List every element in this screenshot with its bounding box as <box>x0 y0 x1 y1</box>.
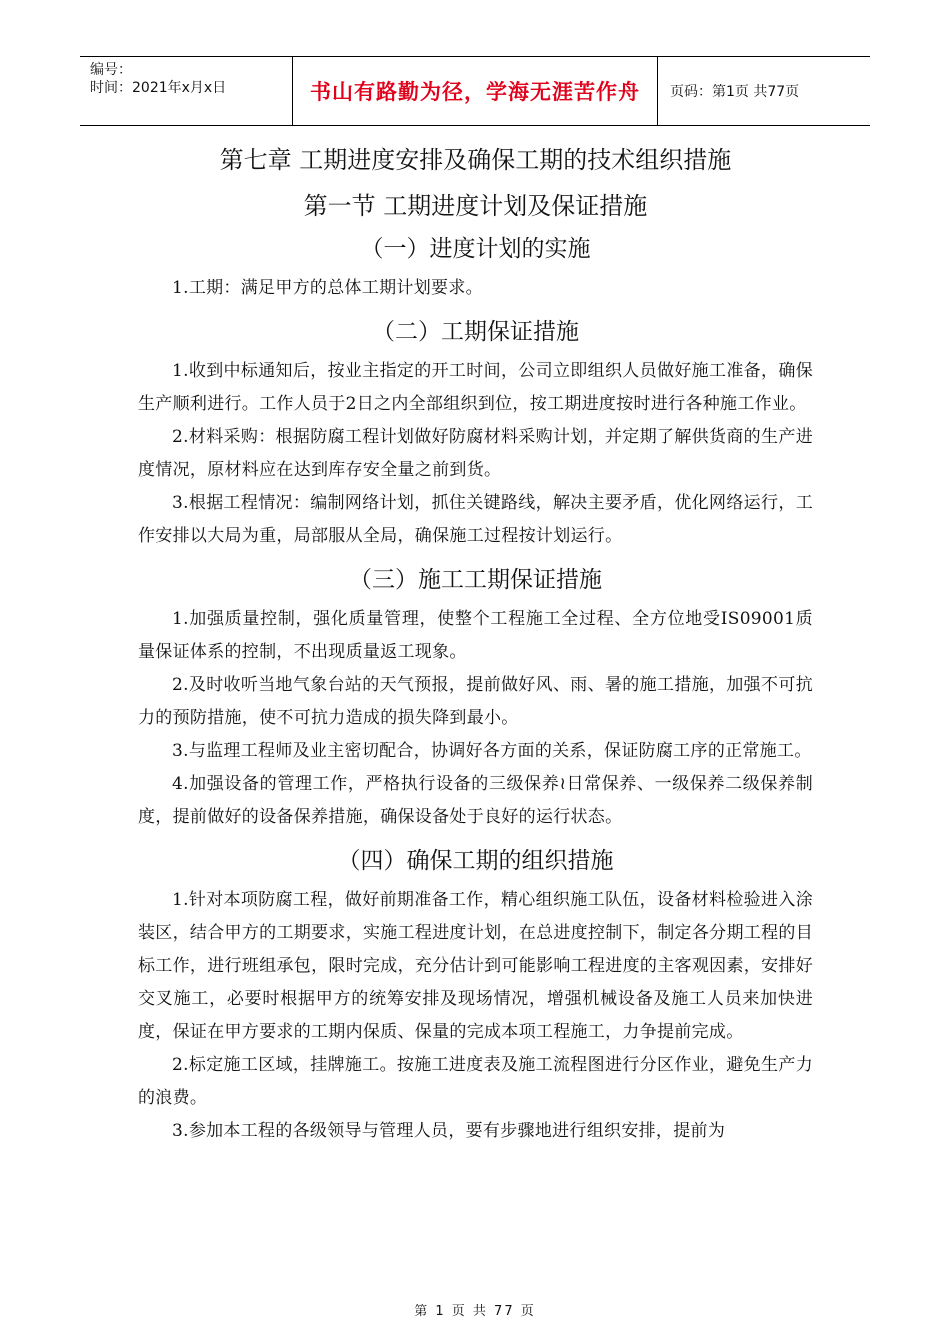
paragraph: 2.材料采购：根据防腐工程计划做好防腐材料采购计划，并定期了解供货商的生产进度情况，原材料应在达到库存安全量之前到货。 <box>138 427 813 480</box>
paragraph: 1.收到中标通知后，按业主指定的开工时间，公司立即组织人员做好施工准备，确保生产顺利进行。工作人员于2日之内全部组织到位，按工期进度按时进行各种施工作业。 <box>138 361 813 414</box>
paragraph: 3.与监理工程师及业主密切配合，协调好各方面的关系，保证防腐工序的正常施工。 <box>172 741 812 761</box>
subsection-heading-4: （四）确保工期的组织措施 <box>337 848 614 874</box>
page-header <box>80 56 870 126</box>
subsection-heading-1: （一）进度计划的实施 <box>360 236 591 262</box>
time-label: 时间：2021年x月x日 <box>90 80 227 96</box>
subsection-heading-2: （二）工期保证措施 <box>372 319 579 345</box>
header-page-label: 页码：第1页 共77页 <box>670 84 800 100</box>
paragraph: 1.加强质量控制，强化质量管理，使整个工程施工全过程、全方位地受IS09001质量保证体系的控制，不出现质量返工现象。 <box>138 609 813 662</box>
header-motto: 书山有路勤为径，学海无涯苦作舟 <box>292 57 658 125</box>
paragraph: 4.加强设备的管理工作，严格执行设备的三级保养≀日常保养、一级保养二级保养制度，提前做好的设备保养措施，确保设备处于良好的运行状态。 <box>138 774 813 827</box>
section-title: 第一节 工期进度计划及保证措施 <box>303 192 648 220</box>
document-body <box>138 140 813 1148</box>
paragraph: 1.针对本项防腐工程，做好前期准备工作，精心组织施工队伍，设备材料检验进入涂装区，结合甲方的工期要求，实施工程进度计划，在总进度控制下，制定各分期工程的目标工作，进行班组承包，限时完成，充分估计到可能影响工程进度的主客观因素，安排好交叉施工，必要时根据甲方的统筹安排及现场情况，增强机械设备及施工人员来加快进度，保证在甲方要求的工期内保质、保量的完成本项工程施工，力争提前完成。 <box>138 890 813 1042</box>
page-footer: 第 1 页 共 77 页 <box>414 1304 536 1319</box>
number-label: 编号： <box>90 62 132 78</box>
paragraph: 1.工期：满足甲方的总体工期计划要求。 <box>172 278 483 298</box>
header-info <box>80 57 292 125</box>
subsection-heading-3: （三）施工工期保证措施 <box>349 567 602 593</box>
paragraph: 2.及时收听当地气象台站的天气预报，提前做好风、雨、暑的施工措施，加强不可抗力的预防措施，使不可抗力造成的损失降到最小。 <box>138 675 813 728</box>
paragraph: 2.标定施工区域，挂牌施工。按施工进度表及施工流程图进行分区作业，避免生产力的浪费。 <box>138 1055 813 1108</box>
paragraph: 3.根据工程情况：编制网络计划，抓住关键路线，解决主要矛盾，优化网络运行，工作安排以大局为重，局部服从全局，确保施工过程按计划运行。 <box>138 493 813 546</box>
paragraph: 3.参加本工程的各级领导与管理人员，要有步骤地进行组织安排，提前为 <box>172 1121 726 1141</box>
chapter-title: 第七章 工期进度安排及确保工期的技术组织措施 <box>219 146 732 174</box>
